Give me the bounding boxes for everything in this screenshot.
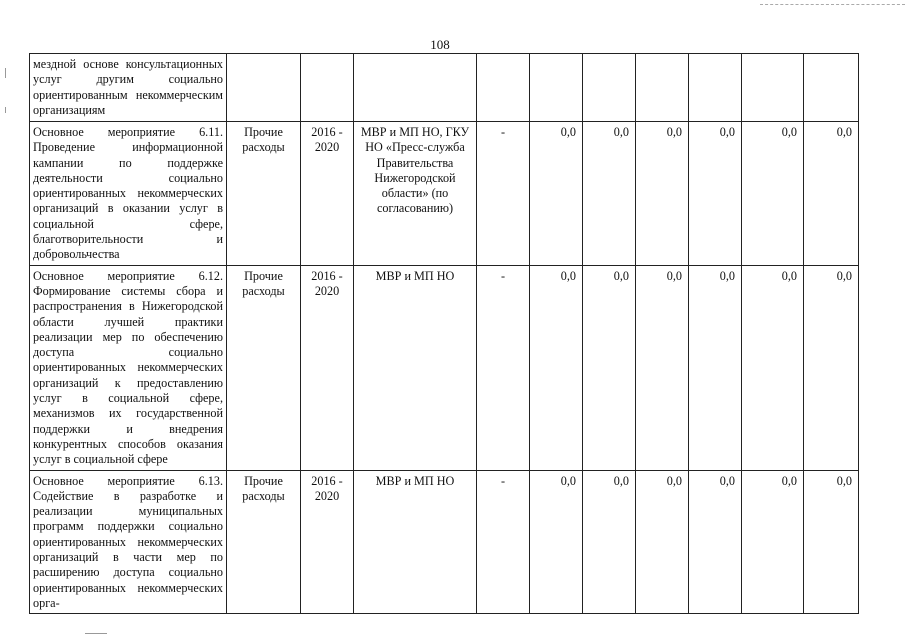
period: 2016 - 2020 [301,470,354,614]
page-number: 108 [430,37,450,52]
value-cell: 0,0 [742,470,804,614]
value-cell: 0,0 [636,122,689,266]
value-cell: 0,0 [689,265,742,470]
value-cell [636,54,689,122]
period: 2016 - 2020 [301,265,354,470]
executor: МВР и МП НО [354,470,477,614]
activities-table [29,53,859,614]
value-cell: 0,0 [804,265,859,470]
value-cell: 0,0 [583,122,636,266]
table-row [30,470,859,614]
value-cell: 0,0 [530,470,583,614]
table-row [30,265,859,470]
value-cell: 0,0 [530,265,583,470]
value-cell: 0,0 [583,470,636,614]
activity-description: Основное мероприятие 6.13. Содействие в разработке и реализации муниципальных программ поддержки социально ориентированных некоммерческих организаций в части мер по расширению доступа социально ориентированных некоммерческих орга- [30,470,227,614]
funding-source [477,54,530,122]
value-cell: 0,0 [689,122,742,266]
funding-source: - [477,265,530,470]
expense-type [227,54,301,122]
table-row [30,54,859,122]
value-cell: 0,0 [742,122,804,266]
value-cell: 0,0 [530,122,583,266]
expense-type: Прочие расходы [227,470,301,614]
executor: МВР и МП НО [354,265,477,470]
value-cell [742,54,804,122]
value-cell [530,54,583,122]
scan-artifact [85,633,107,634]
value-cell: 0,0 [804,122,859,266]
value-cell [804,54,859,122]
expense-type: Прочие расходы [227,122,301,266]
period: 2016 - 2020 [301,122,354,266]
value-cell: 0,0 [583,265,636,470]
executor [354,54,477,122]
value-cell: 0,0 [636,265,689,470]
scan-artifact [5,107,6,113]
funding-source: - [477,122,530,266]
value-cell: 0,0 [636,470,689,614]
table-row [30,122,859,266]
value-cell [689,54,742,122]
scan-artifact [5,68,6,78]
executor: МВР и МП НО, ГКУ НО «Пресс-служба Правительства Нижегородской области» (по согласованию) [354,122,477,266]
expense-type: Прочие расходы [227,265,301,470]
activity-description: Основное мероприятие 6.12. Формирование системы сбора и распространения в Нижегородской области лучшей практики реализации мер по обеспечению доступа социально ориентированных некоммерческих организаций к предоставлению услуг в социальной сфере, механизмов их государственной поддержки и внедрения конкурентных способов оказания услуг в социальной сфере [30,265,227,470]
funding-source: - [477,470,530,614]
value-cell: 0,0 [689,470,742,614]
scan-artifact [760,4,905,6]
value-cell [583,54,636,122]
activity-description: Основное мероприятие 6.11. Проведение информационной кампании по поддержке деятельности социально ориентированных некоммерческих организаций в оказании услуг в социальной сфере, благотворительности и добровольчества [30,122,227,266]
value-cell: 0,0 [742,265,804,470]
value-cell: 0,0 [804,470,859,614]
period [301,54,354,122]
activity-description: мездной основе консультационных услуг другим социально ориентированным некоммерческим организациям [30,54,227,122]
